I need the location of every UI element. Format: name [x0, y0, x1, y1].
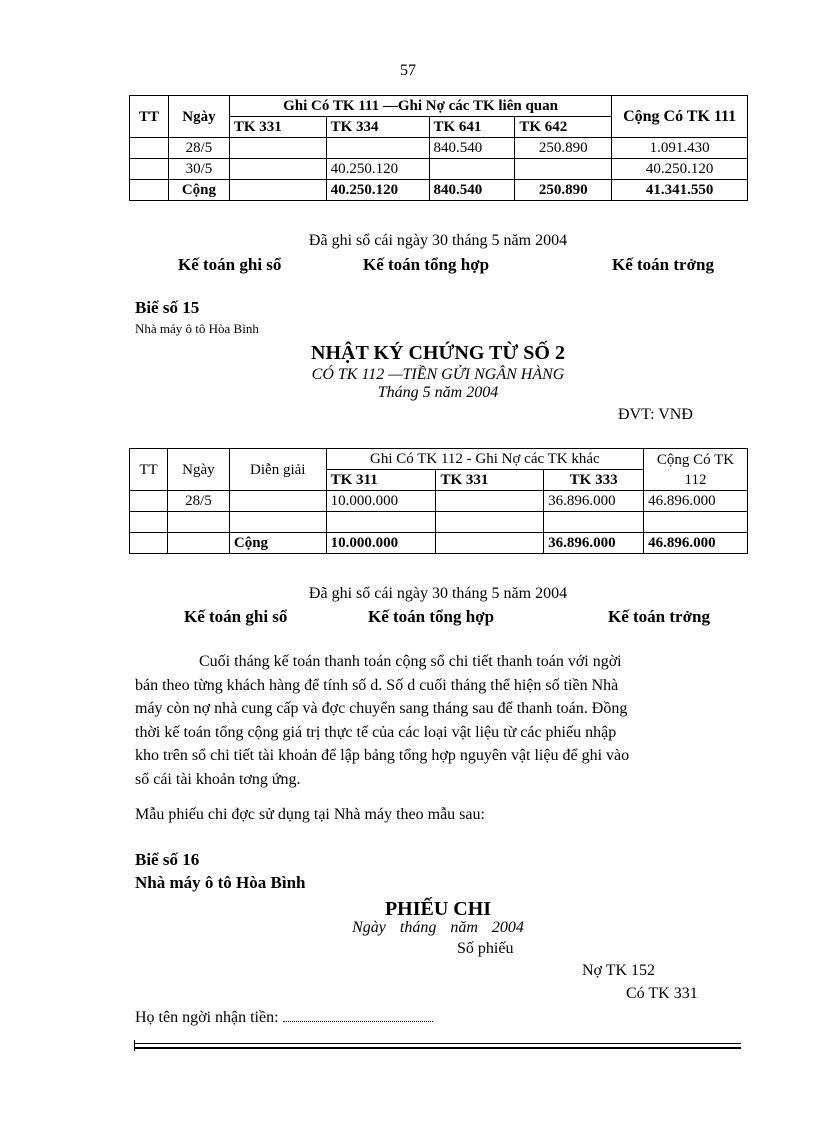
header-group: Ghi Có TK 112 - Ghi Nợ các TK khác	[326, 449, 643, 470]
cell: 10.000.000	[326, 533, 436, 554]
cell	[326, 138, 429, 159]
subtitle: CÓ TK 112 —TIỀN GỬI NGÂN HÀNG	[311, 366, 565, 383]
header-ngay: Ngày	[167, 449, 229, 491]
cell	[429, 159, 515, 180]
sum-label: Cộng	[168, 180, 229, 201]
cell: 840.540	[429, 138, 515, 159]
header-total: Cộng Có TK 112	[644, 449, 748, 491]
cell: 40.250.120	[612, 159, 748, 180]
header-tt: TT	[130, 449, 168, 491]
cell: 28/5	[168, 138, 229, 159]
cell: 28/5	[167, 491, 229, 512]
cell	[515, 159, 612, 180]
sum-row	[130, 533, 748, 554]
signer-chief: Kế toán trởng	[608, 607, 710, 626]
form-number: Biể số 16	[135, 850, 200, 869]
table-row	[130, 138, 748, 159]
paragraph-line: sổ cái tài khoản tơng ứng.	[135, 770, 301, 788]
cell: 36.896.000	[544, 533, 644, 554]
cell: 40.250.120	[326, 180, 429, 201]
table-row	[130, 491, 748, 512]
recorded-date: Đã ghi sổ cái ngày 30 tháng 5 năm 2004	[308, 232, 568, 249]
divider-tick	[134, 1040, 135, 1051]
table-row	[130, 512, 748, 533]
journal-table-tk112	[129, 448, 748, 554]
header-description: Diễn giải	[229, 449, 326, 491]
body-paragraph	[135, 650, 740, 791]
signer-chief: Kế toán trởng	[612, 255, 714, 274]
sum-row	[130, 180, 748, 201]
divider-top	[134, 1043, 741, 1044]
unit-label: ĐVT: VNĐ	[618, 406, 693, 423]
sample-intro: Mẫu phiếu chi đợc sử dụng tại Nhà máy theo mẫu sau:	[135, 806, 485, 823]
cell: 40.250.120	[326, 159, 429, 180]
voucher-title: PHIẾU CHI	[384, 898, 492, 920]
cell	[130, 159, 169, 180]
header-col: TK 641	[429, 117, 515, 138]
cell: 250.890	[515, 180, 612, 201]
header-col: TK 334	[326, 117, 429, 138]
header-col: TK 331	[229, 117, 326, 138]
cell	[229, 491, 326, 512]
signer-recorder: Kế toán ghi sổ	[178, 255, 282, 274]
cell	[130, 138, 169, 159]
cell: 46.896.000	[644, 533, 748, 554]
cell: 10.000.000	[326, 491, 436, 512]
paragraph-line: kho trên sổ chi tiết tài khoản để lập bảng tổng hợp nguyên vật liệu để ghi vào	[135, 747, 630, 764]
recipient-field[interactable]	[283, 1007, 433, 1022]
cell: 36.896.000	[544, 491, 644, 512]
signer-general: Kế toán tổng hợp	[368, 607, 495, 626]
cell	[229, 159, 326, 180]
debit-account: Nợ TK 152	[582, 962, 656, 979]
cell: 250.890	[515, 138, 612, 159]
header-group: Ghi Có TK 111 —Ghi Nợ các TK liên quan	[229, 96, 611, 117]
cell: 30/5	[168, 159, 229, 180]
header-col: TK 333	[544, 470, 644, 491]
paragraph-line: thời kế toán tổng cộng giá trị thực tế của các loại vật liệu từ các phiếu nhập	[135, 723, 617, 741]
header-col: TK 331	[436, 470, 544, 491]
form-number: Biể số 15	[135, 298, 200, 317]
sum-label: Cộng	[229, 533, 326, 554]
cell: 1.091.430	[612, 138, 748, 159]
credit-account: Có TK 331	[626, 985, 698, 1002]
cell	[229, 138, 326, 159]
signer-general: Kế toán tổng hợp	[363, 255, 490, 274]
divider-bottom	[134, 1047, 741, 1049]
voucher-number-label: Số phiếu	[457, 940, 514, 957]
table-row	[130, 159, 748, 180]
cell	[130, 491, 168, 512]
paragraph-line: bán theo từng khách hàng để tính số d. Số d cuối tháng thể hiện số tiền Nhà	[135, 676, 619, 694]
cell	[229, 180, 326, 201]
header-col: TK 311	[326, 470, 436, 491]
page-number: 57	[400, 62, 416, 79]
signer-recorder: Kế toán ghi sổ	[184, 607, 288, 626]
cell	[436, 491, 544, 512]
cell: 41.341.550	[612, 180, 748, 201]
page-title: NHẬT KÝ CHỨNG TỪ SỐ 2	[311, 342, 565, 364]
header-ngay: Ngày	[168, 96, 229, 138]
paragraph-line: Cuối tháng kế toán thanh toán cộng sổ chi tiết thanh toán với ngời	[199, 653, 622, 670]
header-total: Cộng Có TK 111	[612, 96, 748, 138]
period: Tháng 5 năm 2004	[377, 384, 499, 401]
recipient-label: Họ tên ngời nhận tiền:	[135, 1009, 279, 1026]
cell: 46.896.000	[644, 491, 748, 512]
company-name: Nhà máy ô tô Hòa Bình	[135, 873, 306, 892]
header-col: TK 642	[515, 117, 612, 138]
cell	[436, 533, 544, 554]
journal-table-tk111	[129, 95, 748, 201]
paragraph-line: máy còn nợ nhà cung cấp và đợc chuyển sang tháng sau để thanh toán. Đồng	[135, 700, 628, 717]
recipient-row	[135, 1007, 433, 1027]
voucher-date: Ngày tháng năm 2004	[352, 919, 524, 936]
company-name: Nhà máy ô tô Hòa Bình	[135, 321, 259, 336]
cell: 840.540	[429, 180, 515, 201]
recorded-date: Đã ghi sổ cái ngày 30 tháng 5 năm 2004	[308, 585, 568, 602]
header-tt: TT	[130, 96, 169, 138]
